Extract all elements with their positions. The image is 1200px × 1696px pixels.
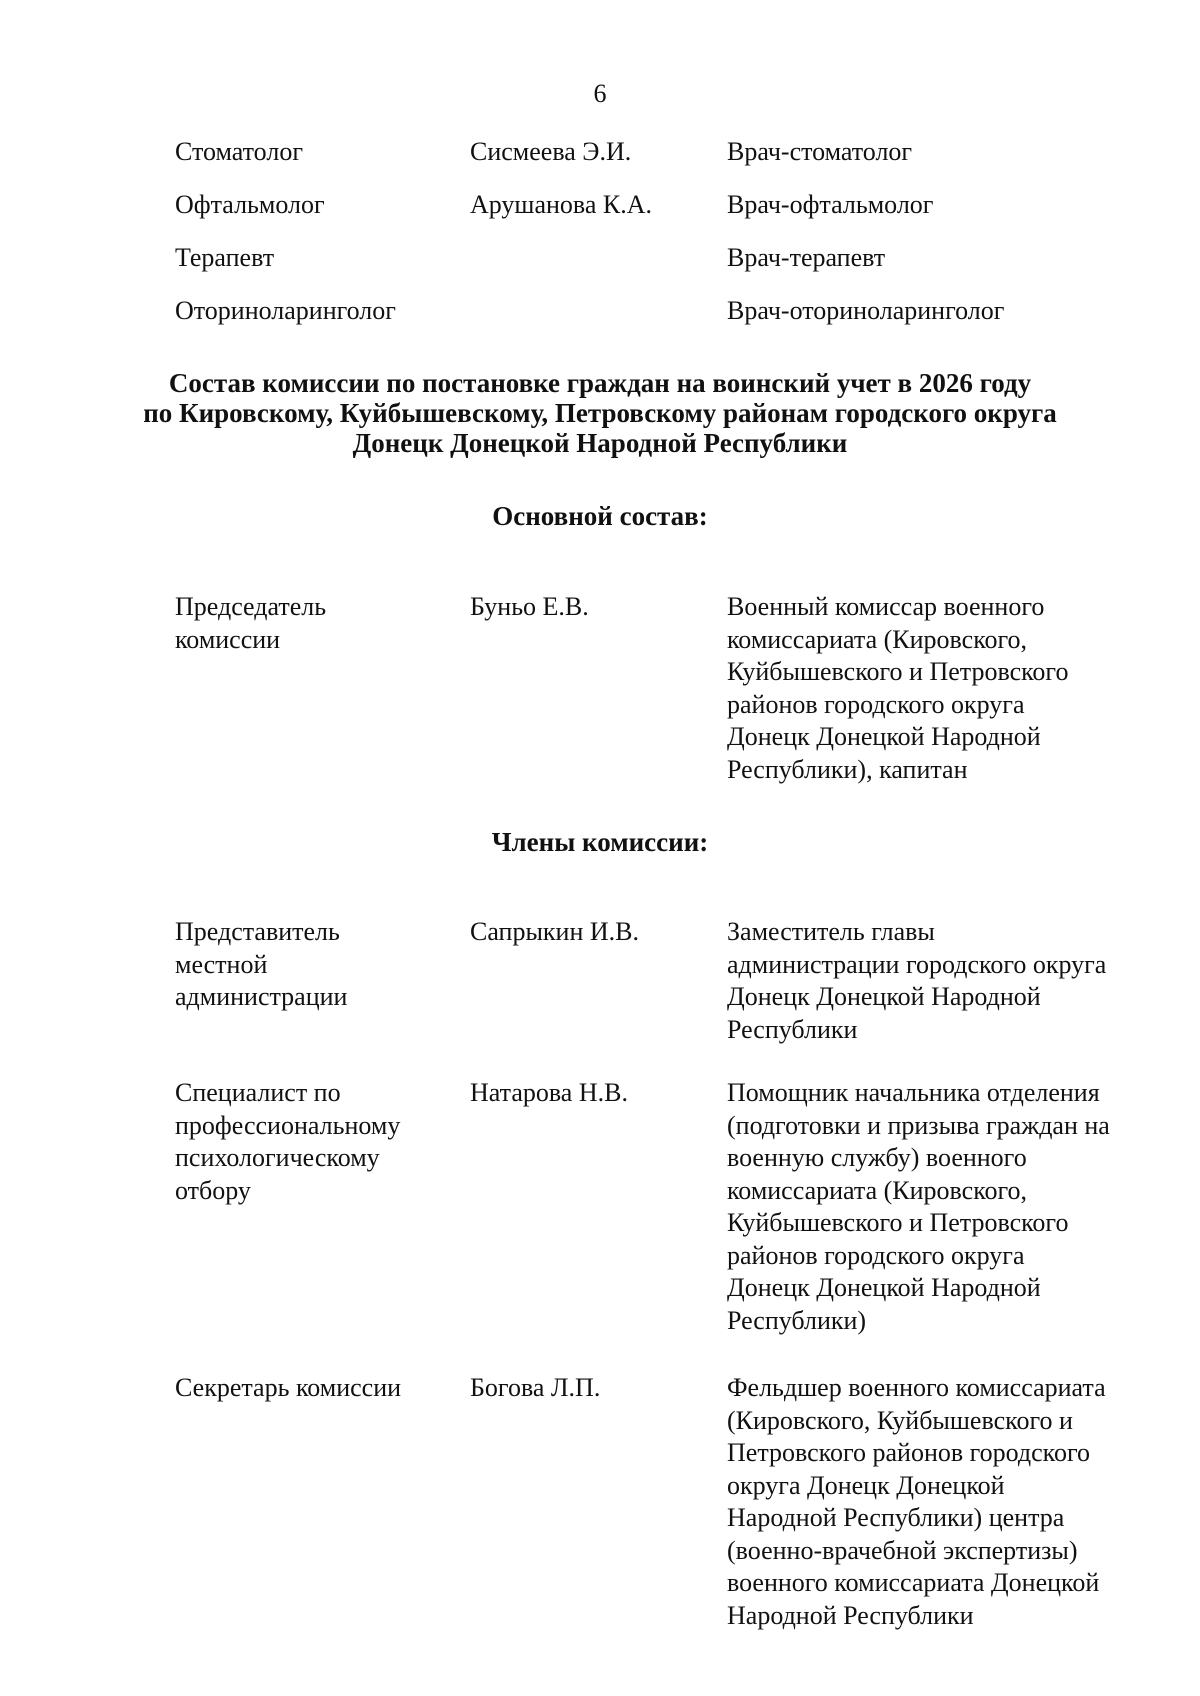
member-role: Председатель комиссии bbox=[175, 592, 327, 654]
member-role: Секретарь комиссии bbox=[175, 1373, 402, 1402]
member-position: Помощник начальника отделения (подготовки и призыва граждан на военную службу) военного комиссариата (Кировского, Куйбышевского и Петровского районов городского округа Донецк Донецкой Народной Республики) bbox=[727, 1078, 1110, 1335]
main-section-title: Основной состав: bbox=[492, 501, 708, 531]
specialist-role: Стоматолог bbox=[175, 137, 303, 166]
members-section-title: Члены комиссии: bbox=[491, 827, 709, 857]
member-position: Военный комиссар военного комиссариата (Кировского, Куйбышевского и Петровского районов городского округа Донецк Донецкой Народной Республики), капитан bbox=[727, 592, 1069, 784]
commission-title bbox=[0, 368, 1200, 458]
specialist-position: Врач-стоматолог bbox=[727, 137, 913, 166]
member-name: Натарова Н.В. bbox=[470, 1078, 628, 1107]
member-name: Богова Л.П. bbox=[470, 1373, 601, 1402]
specialist-position: Врач-терапевт bbox=[727, 243, 886, 272]
member-role: Специалист по профессиональному психологическому отбору bbox=[175, 1078, 401, 1205]
member-position: Фельдшер военного комиссариата (Кировского, Куйбышевского и Петровского районов городского округа Донецк Донецкой Народной Республики) центра (военно-врачебной экспертизы) военного комиссариата Донецкой Народной Республики bbox=[727, 1373, 1106, 1630]
specialist-position: Врач-офтальмолог bbox=[727, 190, 934, 219]
commission-title-line: по Кировскому, Куйбышевскому, Петровскому районам городского округа bbox=[143, 398, 1057, 428]
member-name: Буньо Е.В. bbox=[470, 592, 589, 621]
member-role: Представитель местной администрации bbox=[175, 917, 348, 1011]
specialist-name: Сисмеева Э.И. bbox=[470, 137, 632, 166]
specialist-role: Оториноларинголог bbox=[175, 296, 396, 325]
commission-title-line: Состав комиссии по постановке граждан на воинский учет в 2026 году bbox=[168, 368, 1032, 398]
commission-title-line: Донецк Донецкой Народной Республики bbox=[352, 428, 848, 458]
member-position: Заместитель главы администрации городского округа Донецк Донецкой Народной Республики bbox=[727, 917, 1107, 1044]
specialist-role: Терапевт bbox=[175, 243, 275, 272]
specialist-position: Врач-оториноларинголог bbox=[727, 296, 1005, 325]
member-name: Сапрыкин И.В. bbox=[470, 917, 639, 946]
specialist-role: Офтальмолог bbox=[175, 190, 325, 219]
specialist-name: Арушанова К.А. bbox=[470, 190, 652, 219]
page-number: 6 bbox=[593, 79, 607, 108]
